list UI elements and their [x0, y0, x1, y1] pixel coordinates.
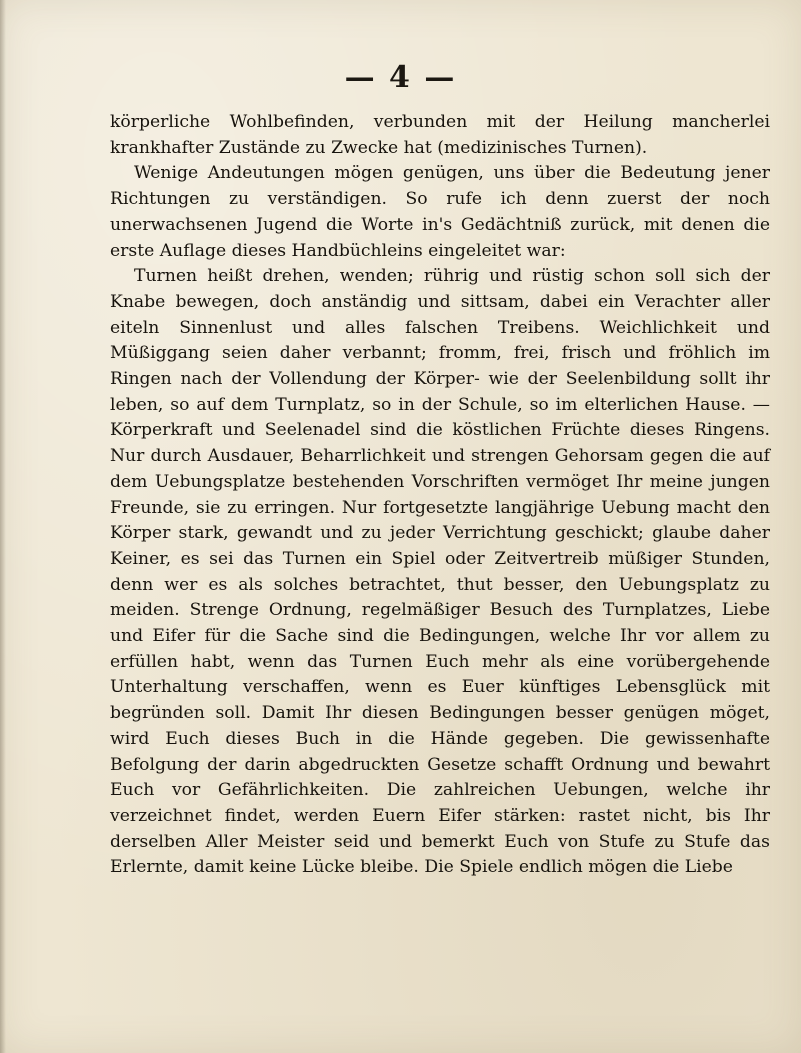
- page-edge-shadow: [0, 0, 6, 1053]
- paragraph-1: körperliche Wohlbefinden, verbunden mit der Heilung mancherlei krankhafter Zustände zu Zwecke hat (medizinisches Turnen).: [110, 112, 770, 158]
- paragraph-3: Turnen heißt drehen, wenden; rührig und rüstig schon soll sich der Knabe bewegen, doch anständig und sittsam, dabei ein Verachter aller eiteln Sinnenlust und alles falschen Treibens. Weichlichkeit und Müßiggang seien daher verbannt; fromm, frei, frisch und fröhlich im Ringen nach der Vollendung der Körper- wie der Seelenbildung sollt ihr leben, so auf dem Turnplatz, so in der Schule, so im elterlichen Hause. — Körperkraft und Seelenadel sind die köstlichen Früchte dieses Ringens. Nur durch Ausdauer, Beharrlichkeit und strengen Gehorsam gegen die auf dem Uebungsplatze bestehenden Vorschriften vermöget Ihr meine jungen Freunde, sie zu erringen. Nur fortgesetzte langjährige Uebung macht den Körper stark, gewandt und zu jeder Verrichtung geschickt; glaube daher Keiner, es sei das Turnen ein Spiel oder Zeitvertreib müßiger Stunden, denn wer es als solches betrachtet, thut besser, den Uebungsplatz zu meiden. Strenge Ordnung, regelmäßiger Besuch des Turnplatzes, Liebe und Eifer für die Sache sind die Bedingungen, welche Ihr vor allem zu erfüllen habt, wenn das Turnen Euch mehr als eine vorübergehende Unterhaltung verschaffen, wenn es Euer künftiges Lebensglück mit begründen soll. Damit Ihr diesen Bedingungen besser genügen möget, wird Euch dieses Buch in die Hände gegeben. Die gewissenhafte Befolgung der darin abgedruckten Gesetze schafft Ordnung und bewahrt Euch vor Gefährlichkeiten. Die zahlreichen Uebungen, welche ihr verzeichnet findet, werden Euern Eifer stärken: rastet nicht, bis Ihr derselben Aller Meister seid und bemerkt Euch von Stufe zu Stufe das Erlernte, damit keine Lücke bleibe. Die Spiele endlich mögen die Liebe: [110, 266, 770, 878]
- page-number: — 4 —: [344, 60, 457, 95]
- paragraph-2: Wenige Andeutungen mögen genügen, uns über die Bedeutung jener Richtungen zu verständigen. So rufe ich denn zuerst der noch unerwachsenen Jugend die Worte in's Gedächtniß zurück, mit denen die erste Auflage dieses Handbüchleins eingeleitet war:: [110, 163, 770, 261]
- body-text: [110, 110, 770, 881]
